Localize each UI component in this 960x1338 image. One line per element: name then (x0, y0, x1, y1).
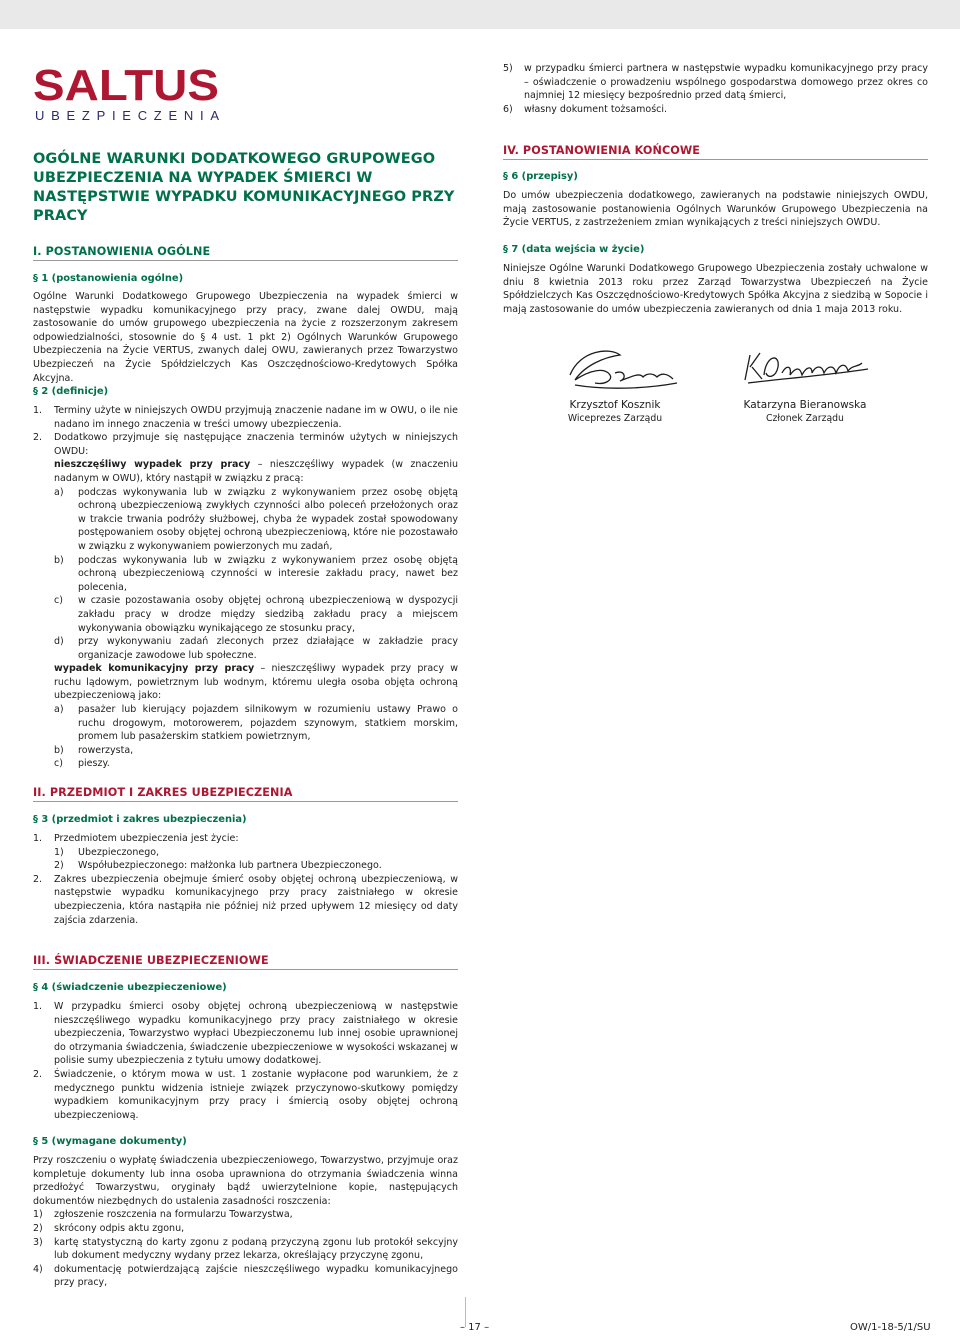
document-code: OW/1-18-5/1/SU (850, 1322, 931, 1333)
item-text: Przedmiotem ubezpieczenia jest życie: (54, 833, 239, 844)
top-bar (0, 0, 960, 29)
paragraph-3-body (33, 832, 458, 927)
page-number: – 17 – (460, 1322, 490, 1333)
item-text: W przypadku śmierci osoby objętej ochroną ubezpieczeniową w następstwie nieszczęśliwego wypadku komunikacyjnego przy pracy zaistniałego w okresie ubezpieczenia, Towarzystwo wypłaci Ubezpieczonemu lub innej osobie uprawnionej do otrzymania świadczenia, świadczenie ubezpieczeniowe w wysokości wskazanej w polisie sumy ubezpieczenia z tytułu umowy dodatkowej. (54, 1001, 458, 1067)
paragraph-6-heading: § 6 (przepisy) (503, 171, 578, 182)
list-item (33, 873, 458, 927)
item-number: 4) (33, 1263, 43, 1275)
item-number: 2. (33, 1068, 43, 1080)
list-item (33, 859, 458, 873)
item-text: w przypadku śmierci partnera w następstwie wypadku komunikacyjnego przy pracy – oświadczenie o prowadzeniu wspólnego gospodarstwa domowego przez okres co najmniej 12 miesięcy bezpośrednio przed datą śmierci, (524, 63, 928, 102)
item-number: 1. (33, 833, 43, 844)
item-text: Dodatkowo przyjmuje się następujące znaczenia terminów użytych w niniejszych OWDU: (54, 432, 458, 457)
item-text: podczas wykonywania lub w związku z wykonywaniem przez osobę objętą ochroną ubezpieczeniową czynności w interesie zakładu pracy, nawet bez polecenia, (78, 554, 458, 593)
paragraph-6-text: Do umów ubezpieczenia dodatkowego, zawieranych na podstawie niniejszych OWDU, mają zastosowanie postanowienia Ogólnych Warunków Grupowego Ubezpieczenia na Życie VERTUS, z zastrzeżeniem zmian wynikających z treści niniejszych OWDU. (503, 190, 928, 229)
list-item (33, 594, 458, 635)
item-number: 1. (33, 405, 43, 416)
item-number: 2) (33, 1222, 43, 1234)
paragraph-7-text: Niniejsze Ogólne Warunki Dodatkowego Grupowego Ubezpieczenia zostały uchwalone w dniu 8 kwietnia 2013 roku przez Zarząd Towarzystwa Ubezpieczeń na Życie Spółdzielczych Kas Oszczędnościowo-Kredytowych Spółka Akcyjna z siedzibą w Sopocie i mają zastosowanie do umów ubezpieczenia zawieranych od dnia 1 maja 2013 roku. (503, 263, 928, 315)
paragraph-2-heading: § 2 (definicje) (33, 386, 109, 397)
saltus-logo (33, 62, 223, 122)
list-item (503, 103, 928, 117)
list-item (33, 1000, 458, 1068)
paragraph-5-intro: Przy roszczeniu o wypłatę świadczenia ubezpieczeniowego, Towarzystwo, przyjmuje oraz kompletuje dokumenty lub inna osoba uprawniona do otrzymania świadczenia winna przedłożyć Towarzystwu, oryginały bądź uwierzytelnione kopie, następujących dokumentów niezbędnych do ustalenia zasadności roszczenia: (33, 1155, 458, 1207)
item-number: 1. (33, 1001, 43, 1012)
section-final-provisions: IV. POSTANOWIENIA KOŃCOWE (503, 144, 928, 160)
signatory-1 (540, 399, 690, 425)
item-text: zgłoszenie roszczenia na formularzu Towarzystwa, (54, 1209, 293, 1221)
document-title: OGÓLNE WARUNKI DODATKOWEGO GRUPOWEGO UBEZPIECZENIA NA WYPADEK ŚMIERCI W NASTĘPSTWIE WYPADKU KOMUNIKACYJNEGO PRZY PRACY (33, 151, 455, 224)
term-definition: – nieszczęśliwy wypadek przy pracy w ruchu lądowym, powietrznym lub wodnym, któremu uległa osoba objęta ochroną ubezpieczeniową jako: (54, 663, 458, 702)
item-text: Świadczenie, o którym mowa w ust. 1 zostanie wypłacone pod warunkiem, że z medycznego punktu widzenia istnieje związek przyczynowo-skutkowy pomiędzy wypadkiem komunikacyjnym przy pracy i śmiercią osoby objętej ochroną ubezpieczeniową. (54, 1068, 458, 1121)
item-number: 2. (33, 873, 43, 885)
signatory-role: Wiceprezes Zarządu (567, 413, 663, 424)
item-letter: b) (54, 554, 64, 566)
list-item (33, 1222, 458, 1236)
signatory-2 (720, 399, 890, 425)
signatory-name: Katarzyna Bieranowska (743, 399, 867, 411)
item-text: skrócony odpis aktu zgonu, (54, 1222, 185, 1234)
item-letter: a) (54, 486, 64, 498)
item-number: 3) (33, 1236, 43, 1248)
list-item (33, 744, 458, 758)
term: nieszczęśliwy wypadek przy pracy (54, 459, 251, 471)
signature-stroke (745, 353, 868, 383)
list-item (33, 1236, 458, 1263)
term-definition: – nieszczęśliwy wypadek (w znaczeniu nadanym w OWU), który nastąpił w związku z pracą: (54, 459, 458, 484)
paragraph-2-body (33, 404, 458, 771)
logo-sub-text: UBEZPIECZENIA (35, 108, 219, 122)
definition-item-1 (33, 404, 458, 431)
item-text: Zakres ubezpieczenia obejmuje śmierć osoby objętej ochroną ubezpieczeniową, w następstwie wypadku komunikacyjnego przy pracy zaistniałego w okresie ubezpieczenia, która nastąpiła nie później niż przed upływem 12 miesięcy od daty zajścia zdarzenia. (54, 873, 458, 926)
definition-item-2 (33, 431, 458, 458)
list-item (33, 1208, 458, 1222)
paragraph-3-heading: § 3 (przedmiot i zakres ubezpieczenia) (33, 814, 247, 825)
paragraph-7-heading: § 7 (data wejścia w życie) (503, 244, 645, 255)
item-number: 1) (54, 846, 64, 858)
signature-stroke (570, 351, 677, 388)
item-text: dokumentację potwierdzającą zajście nieszczęśliwego wypadku komunikacyjnego przy pracy, (54, 1263, 458, 1289)
list-item (33, 832, 458, 846)
list-item (33, 757, 458, 771)
item-number: 5) (503, 63, 513, 74)
item-letter: c) (54, 758, 63, 770)
list-item (33, 846, 458, 860)
list-item (33, 635, 458, 662)
item-letter: c) (54, 595, 63, 607)
term: wypadek komunikacyjny przy pracy (54, 663, 255, 675)
paragraph-1-text: Ogólne Warunki Dodatkowego Grupowego Ubezpieczenia na wypadek śmierci w następstwie wypadku komunikacyjnego przy pracy, zwane dalej OWDU, mają zastosowanie do umów grupowego ubezpieczenia na życie z rozszerzonym zakresem odpowiedzialności, stosownie do § 4 ust. 1 pkt 2) Ogólnych Warunków Grupowego Ubezpieczenia na Życie VERTUS, zwanych dalej OWU, zawieranych przez Towarzystwo Ubezpieczeń na Życie Spółdzielczych Kas Oszczędnościowo-Kredytowych Spółka Akcyjna. (33, 291, 458, 384)
list-item (33, 1263, 458, 1290)
definition-traffic-accident (33, 662, 458, 703)
list-item (33, 554, 458, 595)
paragraph-1-heading: § 1 (postanowienia ogólne) (33, 273, 184, 284)
paragraph-4-heading: § 4 (świadczenie ubezpieczeniowe) (33, 982, 227, 993)
item-letter: b) (54, 744, 64, 756)
paragraph-5-body (33, 1154, 458, 1290)
item-letter: d) (54, 636, 64, 648)
item-text: pasażer lub kierujący pojazdem silnikowym w rozumieniu ustawy Prawo o ruchu drogowym, motorowerem, pojazdem szynowym, statkiem morskim, promem lub pasażerskim statkiem powietrznym, (78, 704, 458, 743)
item-number: 6) (503, 103, 513, 115)
list-item (503, 62, 928, 103)
item-text: kartę statystyczną do karty zgonu z podaną przyczyną zgonu lub protokół sekcyjny lub dokument medyczny wydany przez lekarza, określający przyczynę zgonu, (54, 1236, 458, 1262)
list-item (33, 486, 458, 554)
list-item (33, 1068, 458, 1122)
item-text: rowerzysta, (78, 744, 134, 756)
item-text: w czasie pozostawania osoby objętej ochroną ubezpieczeniową w dyspozycji zakładu pracy w drodze między siedzibą zakładu pracy a miejscem wykonywania obowiązku wynikającego ze stosunku pracy, (78, 595, 458, 634)
item-text: Współubezpieczonego: małżonka lub partnera Ubezpieczonego. (78, 860, 382, 872)
paragraph-5-continued (503, 62, 928, 116)
section-general-provisions: I. POSTANOWIENIA OGÓLNE (33, 245, 458, 261)
item-text: Terminy użyte w niniejszych OWDU przyjmują znaczenie nadane im w OWU, o ile nie nadano im innego znaczenia w treści umowy ubezpieczenia. (54, 405, 458, 430)
paragraph-5-heading: § 5 (wymagane dokumenty) (33, 1136, 187, 1147)
item-text: przy wykonywaniu zadań zleconych przez działające w zakładzie pracy organizacje zawodowe lub społeczne. (78, 636, 458, 661)
item-text: pieszy. (78, 758, 110, 770)
signature-kosznik (565, 345, 685, 395)
saltus-logo-graphic (33, 62, 223, 122)
item-number: 2. (33, 432, 43, 444)
logo-brand-text: SALTUS (33, 62, 219, 110)
section-insurance-benefit: III. ŚWIADCZENIE UBEZPIECZENIOWE (33, 954, 458, 970)
item-text: Ubezpieczonego, (78, 846, 160, 858)
item-number: 2) (54, 860, 64, 872)
list-item (33, 703, 458, 744)
definition-accident-at-work (33, 458, 458, 485)
section-subject-and-scope: II. PRZEDMIOT I ZAKRES UBEZPIECZENIA (33, 786, 458, 802)
signature-bieranowska (740, 345, 875, 390)
paragraph-4-body (33, 1000, 458, 1122)
signatory-role: Członek Zarządu (766, 413, 844, 424)
signatory-name: Krzysztof Kosznik (569, 399, 661, 411)
item-letter: a) (54, 704, 64, 716)
item-text: własny dokument tożsamości. (524, 103, 668, 115)
item-text: podczas wykonywania lub w związku z wykonywaniem przez osobę objętą ochroną ubezpieczeniową zwykłych czynności albo poleceń przełożonych oraz w trakcie trwania podróży służbowej, chyba że wypadek został spowodowany postępowaniem osoby objętej ochroną ubezpieczeniową, które nie pozostawało w związku z wykonywaniem powierzonych mu zadań, (78, 486, 458, 552)
item-number: 1) (33, 1209, 43, 1221)
